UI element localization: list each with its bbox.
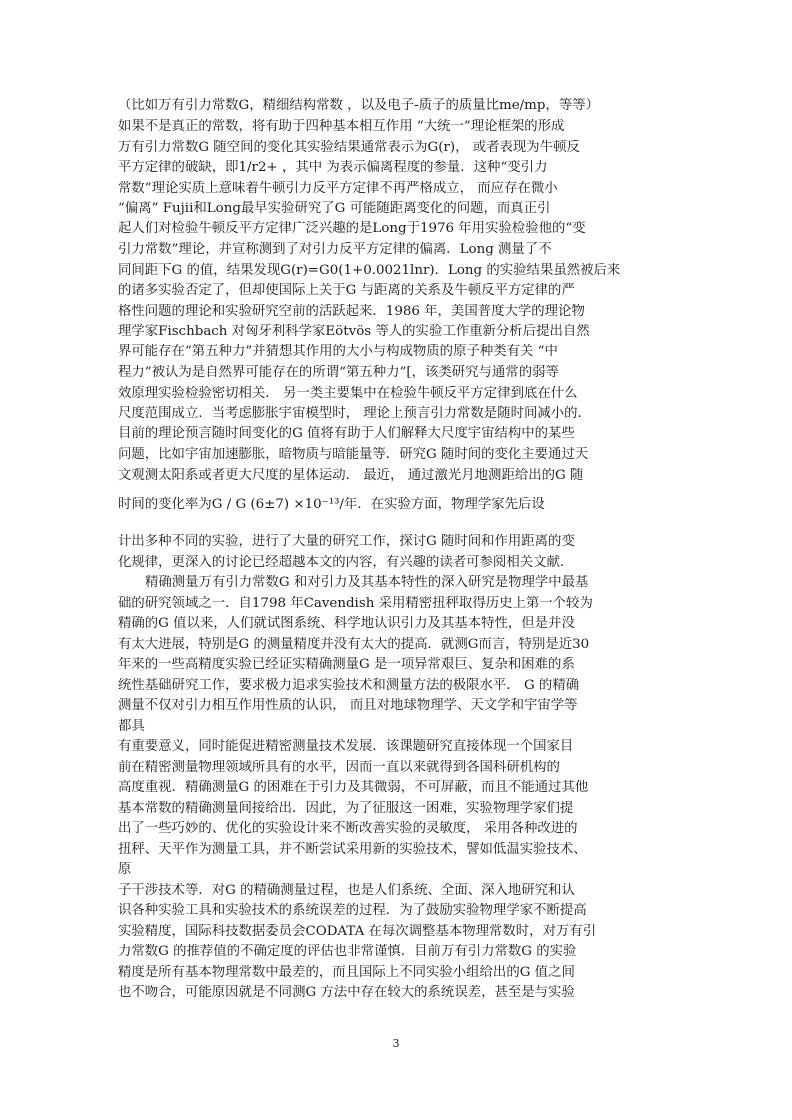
text-line: 统性基础研究工作，要求极力追求实验技术和测量方法的极限水平． G 的精确 (118, 678, 580, 693)
text-line: 目前的理论预言随时间变化的G 值将有助于人们解释大尺度宇宙结构中的某些 (118, 426, 575, 441)
text-line: 都具 (118, 719, 145, 734)
text-line: 年来的一些高精度实验已经证实精确测量G 是一项异常艰巨、复杂和困难的系 (118, 657, 575, 672)
text-line: 础的研究领域之一．自1798 年Cavendish 采用精密扭秤取得历史上第一个较为 (118, 596, 593, 611)
text-line: 精确的G 值以来，人们就试图系统、科学地认识引力及其基本特性，但是并没 (118, 616, 575, 631)
text-line: 格性问题的理论和实验研究空前的活跃起来．1986 年，美国普度大学的理论物 (118, 304, 585, 319)
text-line: 界可能存在“第五种力”并猜想其作用的大小与构成物质的原子种类有关 “中 (118, 344, 558, 359)
text-line: 计出多种不同的实验，进行了大量的研究工作，探讨G 随时间和作用距离的变 (118, 534, 575, 549)
text-line: 基本常数的精确测量间接给出．因此，为了征服这一困难，实验物理学家们提 (118, 801, 574, 816)
text-line: 时间的变化率为G / G (6±7) ×10⁻¹³/年．在实验方面，物理学家先后设 (118, 497, 545, 512)
text-line: 问题，比如宇宙加速膨胀，暗物质与暗能量等．研究G 随时间的变化主要通过天 (118, 447, 589, 462)
text-line: 万有引力常数G 随空间的变化其实验结果通常表示为G(r)， 或者表现为牛顿反 (118, 140, 580, 155)
text-line: 理学家Fischbach 对匈牙利科学家Eötvös 等人的实验工作重新分析后提出自然 (118, 324, 590, 339)
text-line: 同间距下G 的值，结果发现G(r)=G0(1+0.0021lnr)．Long 的实验结果虽然被后来 (118, 263, 621, 278)
text-line: 高度重视．精确测量G 的困难在于引力及其微弱，不可屏蔽，而且不能通过其他 (118, 780, 589, 795)
text-line: 常数”理论实质上意味着牛顿引力反平方定律不再严格成立， 而应存在微小 (118, 181, 558, 196)
page-number: 3 (392, 1037, 400, 1050)
text-line: 有重要意义，同时能促进精密测量技术发展．该课题研究直接体现一个国家目 (118, 739, 574, 754)
text-line: 程力”被认为是自然界可能存在的所谓“第五种力”[，该类研究与通常的弱等 (118, 365, 559, 380)
text-line: 起人们对检验牛顿反平方定律广泛兴趣的是Long于1976 年用实验检验他的“变 (118, 221, 586, 236)
text-line: 文观测太阳系或者更大尺度的星体运动． 最近， 通过激光月地测距给出的G 随 (118, 468, 584, 483)
text-line: 化规律，更深入的讨论已经超越本文的内容，有兴趣的读者可参阅相关文献． (118, 555, 574, 570)
text-line: （比如万有引力常数G，精细结构常数 ，以及电子-质子的质量比me/mp，等等） (118, 98, 599, 113)
text-line: “偏离” Fujii和Long最早实验研究了G 可能随距离变化的问题，而真正引 (118, 201, 551, 216)
text-line: 测量不仅对引力相互作用性质的认识， 而且对地球物理学、天文学和宇宙学等 (118, 698, 578, 713)
text-line: 力常数G 的推荐值的不确定度的评估也非常谨慎．目前万有引力常数G 的实验 (118, 944, 577, 959)
text-line: 也不吻合，可能原因就是不同测G 方法中存在较大的系统误差，甚至是与实验 (118, 985, 575, 1000)
text-line: 效原理实验检验密切相关． 另一类主要集中在检验牛顿反平方定律到底在什么 (118, 386, 578, 401)
text-line: 平方定律的破缺，即1/r2+ ，其中 为表示偏离程度的参量．这种“变引力 (118, 160, 548, 175)
text-line: 原 (118, 862, 132, 877)
text-line: 出了一些巧妙的、优化的实验设计来不断改善实验的灵敏度， 采用各种改进的 (118, 821, 578, 836)
text-line: 如果不是真正的常数，将有助于四种基本相互作用 “大统一”理论框架的形成 (118, 119, 565, 134)
text-line: 实验精度，国际科技数据委员会CODATA 在每次调整基本物理常数时，对万有引 (118, 924, 597, 939)
text-line: 扭秤、天平作为测量工具，并不断尝试采用新的实验技术，譬如低温实验技术、 (118, 842, 587, 857)
text-line: 尺度范围成立．当考虑膨胀宇宙模型时， 理论上预言引力常数是随时间减小的． (118, 406, 591, 421)
text-line: 精度是所有基本物理常数中最差的，而且国际上不同实验小组给出的G 值之间 (118, 965, 575, 980)
text-line: 的诸多实验否定了，但却使国际上关于G 与距离的关系及牛顿反平方定律的严 (118, 283, 575, 298)
text-line: 前在精密测量物理领域所具有的水平，因而一直以来就得到各国科研机构的 (118, 760, 560, 775)
text-line: 引力常数”理论，并宣称测到了对引力反平方定律的偏离．Long 测量了不 (118, 242, 552, 257)
text-line: 有太大进展，特别是G 的测量精度并没有太大的提高．就测G而言，特别是近30 (118, 637, 590, 652)
text-line: 精确测量万有引力常数G 和对引力及其基本特性的深入研究是物理学中最基 (145, 575, 589, 590)
text-line: 子干涉技术等．对G 的精确测量过程，也是人们系统、全面、深入地研究和认 (118, 883, 575, 898)
text-line: 识各种实验工具和实验技术的系统误差的过程．为了鼓励实验物理学家不断提高 (118, 903, 587, 918)
